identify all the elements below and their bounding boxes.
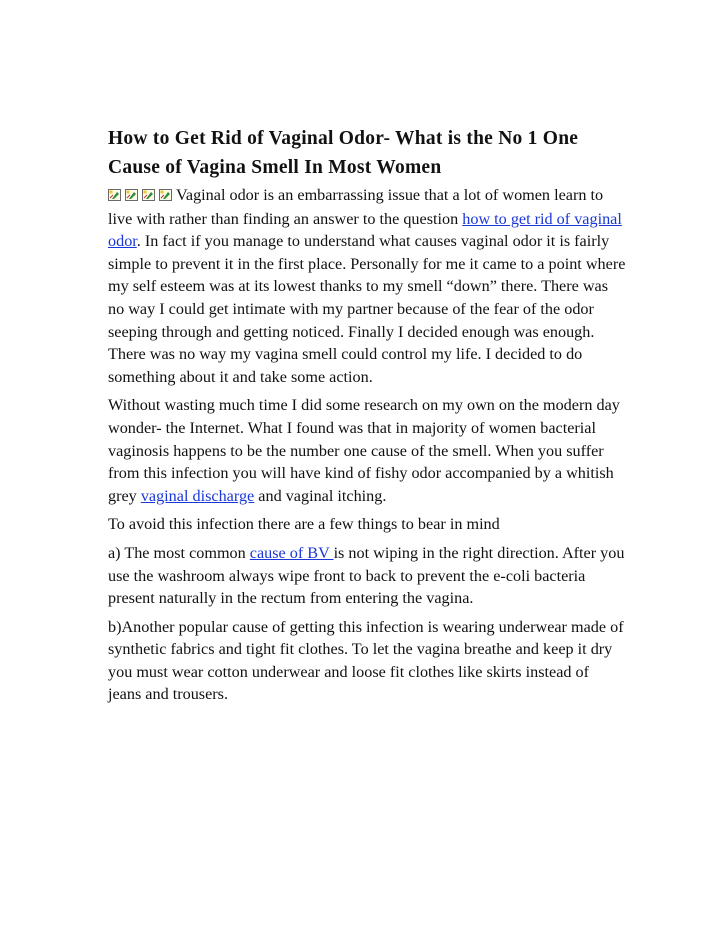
paragraph-5-text: b)Another popular cause of getting this infection is wearing underwear made of synthetic fabrics and tight fit clothes. To let the vagina breathe and keep it dry you must wear cotton underwear and loose fit clothes like skirts instead of jeans and trousers. [108,617,624,704]
link-vaginal-discharge[interactable]: vaginal discharge [140,486,255,505]
paragraph-1-text-b: . In fact if you manage to understand what causes vaginal odor it is fairly simple to prevent it in the first place. Personally for me it came to a point where my self esteem was at its lowest thanks to my smell “down” there. There was no way I could get intimate with my partner because of the fear of the odor seeping through and getting noticed. Finally I decided enough was enough. There was no way my vagina smell could control my life. I decided to do something about it and take some action. [108,232,626,386]
document-body [108,184,626,706]
paragraph-2-text-a: Without wasting much time I did some research on my own on the modern day wonder- the Internet. What I found was that in majority of women bacterial vaginosis happens to be the number one cause of the smell. When you suffer from this infection you will have kind of fishy odor accompanied by a whitish grey [108,396,620,505]
paragraph-1-text-a: Vaginal odor is an embarrassing issue that a lot of women learn to live with rather than finding an answer to the question [108,186,604,228]
broken-image-icon [108,189,121,201]
paragraph-4-text-a: a) The most common [108,543,250,562]
paragraph-4 [108,542,626,610]
paragraph-5 [108,616,626,706]
broken-image-icon [125,189,138,201]
paragraph-3-text: To avoid this infection there are a few things to bear in mind [108,515,500,534]
link-cause-of-bv[interactable]: cause of BV [249,543,334,562]
broken-image-icon [159,189,172,201]
document-title: How to Get Rid of Vaginal Odor- What is the No 1 One Cause of Vagina Smell In Most Women [108,128,579,178]
paragraph-1 [108,184,626,388]
paragraph-4-text-b: is not wiping in the right direction. After you use the washroom always wipe front to back to prevent the e-coli bacteria present naturally in the rectum from entering the vagina. [108,543,625,608]
broken-image-icon [142,189,155,201]
paragraph-3 [108,513,626,536]
broken-image-icons [108,185,172,208]
document-page [108,124,626,712]
paragraph-2-text-b: and vaginal itching. [254,486,387,505]
link-how-to-get-rid-of-vaginal-odor[interactable]: how to get rid of vaginal odor [108,209,622,251]
paragraph-2 [108,394,626,507]
